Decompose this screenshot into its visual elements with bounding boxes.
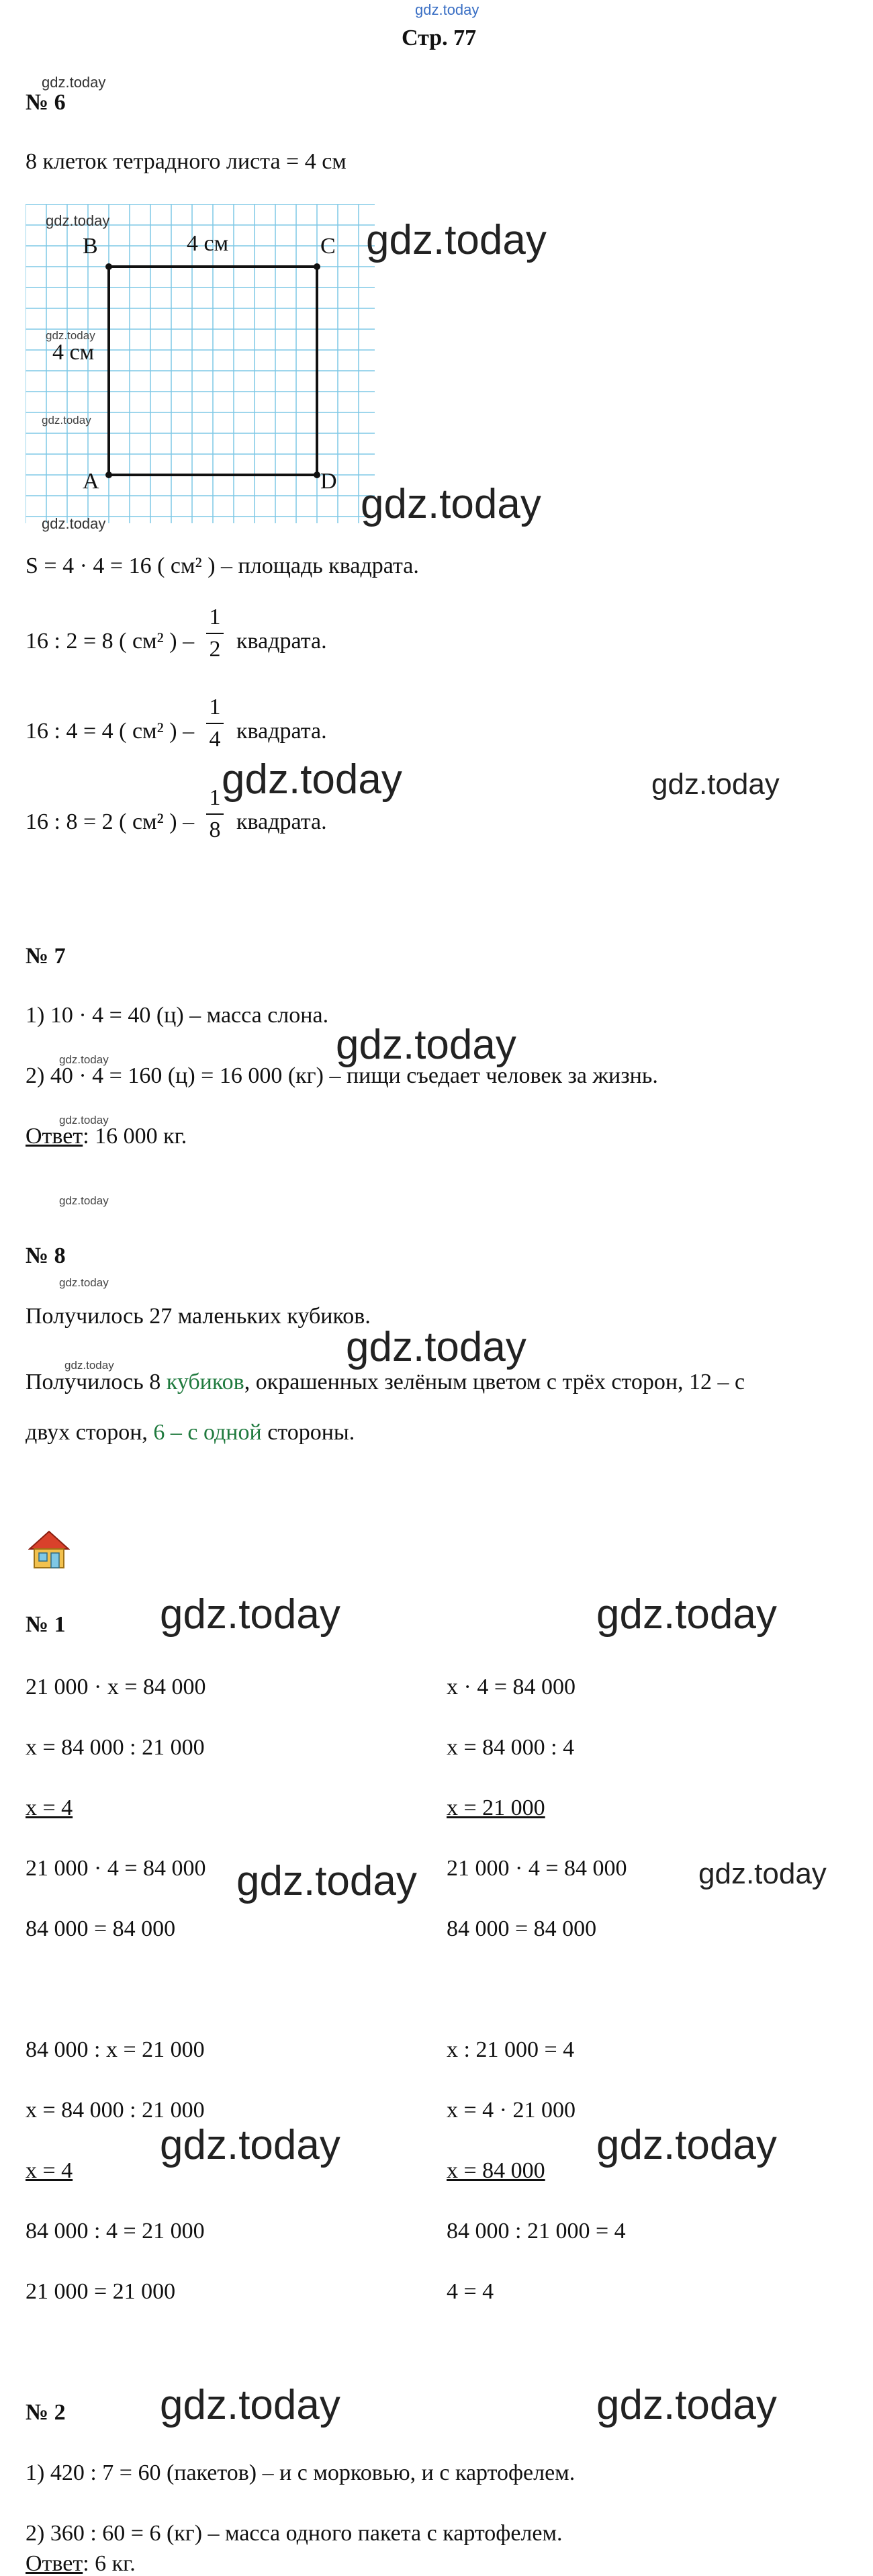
- task8-line2: Получилось 8 кубиков, окрашенных зелёным цветом с трёх сторон, 12 – с: [26, 1370, 745, 1394]
- watermark: gdz.today: [698, 1857, 827, 1890]
- task6-quarter-left: 16 : 4 = 4 ( см² ) –: [26, 719, 195, 744]
- watermark: gdz.today: [59, 1194, 109, 1207]
- watermark: gdz.today: [236, 1858, 417, 1904]
- watermark: gdz.today: [59, 1114, 109, 1126]
- watermark: gdz.today: [42, 515, 106, 532]
- answer-label: Ответ: [26, 2551, 83, 2576]
- watermark: gdz.today: [160, 1591, 340, 1638]
- task6-half-right: квадрата.: [236, 629, 327, 654]
- watermark: gdz.today: [42, 414, 91, 427]
- watermark: gdz.today: [160, 2382, 340, 2428]
- task6-line1: 8 клеток тетрадного листа = 4 см: [26, 149, 347, 174]
- vertex-d: [314, 472, 320, 478]
- watermark: gdz.today: [596, 2382, 777, 2428]
- label-a: A: [83, 469, 99, 494]
- eq-right2-1: x : 21 000 = 4: [447, 2037, 575, 2062]
- site-watermark-top: gdz.today: [415, 1, 479, 18]
- task7-line1: 1) 10 · 4 = 40 (ц) – масса слона.: [26, 1003, 329, 1028]
- task8-number: № 8: [26, 1243, 66, 1268]
- eq-left2-2: x = 84 000 : 21 000: [26, 2098, 205, 2123]
- task7-answer: [26, 1125, 187, 1148]
- task6-eighth-left: 16 : 8 = 2 ( см² ) –: [26, 809, 195, 834]
- page-title: Стр. 77: [402, 26, 477, 50]
- fraction-quarter: 1 4: [206, 696, 224, 751]
- home-task2-line2: 2) 360 : 60 = 6 (кг) – масса одного пакета с картофелем.: [26, 2521, 563, 2546]
- task8-line3: двух сторон, 6 – с одной стороны.: [26, 1420, 355, 1445]
- watermark: gdz.today: [42, 74, 106, 91]
- watermark: gdz.today: [46, 329, 95, 342]
- watermark: gdz.today: [346, 1324, 526, 1370]
- house-icon: [28, 1530, 70, 1569]
- answer-value: : 6 кг.: [83, 2551, 136, 2576]
- eq-right2-2: x = 4 · 21 000: [447, 2098, 576, 2123]
- watermark: gdz.today: [596, 2122, 777, 2168]
- task6-quarter-right: квадрата.: [236, 719, 327, 744]
- fraction-half: 1 2: [206, 606, 224, 661]
- watermark: gdz.today: [160, 2122, 340, 2168]
- label-top-side: 4 см: [187, 231, 229, 256]
- home-task2-answer: [26, 2552, 136, 2575]
- fraction-eighth: 1 8: [206, 787, 224, 842]
- label-b: B: [83, 234, 98, 259]
- eq-left-5: 84 000 = 84 000: [26, 1916, 176, 1941]
- watermark: gdz.today: [361, 481, 541, 527]
- task7-number: № 7: [26, 944, 66, 969]
- eq-right2-4: 84 000 : 21 000 = 4: [447, 2219, 626, 2244]
- eq-right-1: x · 4 = 84 000: [447, 1675, 576, 1699]
- task8-line1: Получилось 27 маленьких кубиков.: [26, 1304, 371, 1329]
- eq-left2-4: 84 000 : 4 = 21 000: [26, 2219, 205, 2244]
- eq-left-2: x = 84 000 : 21 000: [26, 1735, 205, 1760]
- home-task2-number: № 2: [26, 2400, 66, 2425]
- vertex-a: [105, 472, 112, 478]
- eq-right-4: 21 000 · 4 = 84 000: [447, 1856, 627, 1881]
- eq-left-1: 21 000 · x = 84 000: [26, 1675, 206, 1699]
- watermark: gdz.today: [222, 756, 402, 803]
- vertex-c: [314, 263, 320, 270]
- eq-left-3: x = 4: [26, 1795, 73, 1820]
- eq-right2-3: x = 84 000: [447, 2158, 545, 2183]
- label-d: D: [320, 469, 337, 494]
- eq-right2-5: 4 = 4: [447, 2279, 494, 2304]
- eq-left2-1: 84 000 : x = 21 000: [26, 2037, 205, 2062]
- vertex-b: [105, 263, 112, 270]
- answer-label: Ответ: [26, 1124, 83, 1149]
- eq-right-2: x = 84 000 : 4: [447, 1735, 575, 1760]
- watermark: gdz.today: [336, 1022, 516, 1068]
- watermark: gdz.today: [59, 1276, 109, 1289]
- task6-eighth-right: квадрата.: [236, 809, 327, 834]
- task6-number: № 6: [26, 90, 66, 115]
- eq-right-3: x = 21 000: [447, 1795, 545, 1820]
- label-c: C: [320, 234, 336, 259]
- watermark: gdz.today: [366, 217, 547, 263]
- label-left-side: 4 см: [52, 340, 95, 365]
- task6-area: S = 4 · 4 = 16 ( см² ) – площадь квадрата.: [26, 553, 419, 578]
- watermark: gdz.today: [651, 768, 780, 801]
- answer-value: : 16 000 кг.: [83, 1124, 187, 1149]
- eq-left2-5: 21 000 = 21 000: [26, 2279, 176, 2304]
- watermark: gdz.today: [596, 1591, 777, 1638]
- watermark: gdz.today: [64, 1359, 114, 1372]
- home-task2-line1: 1) 420 : 7 = 60 (пакетов) – и с морковью, и с картофелем.: [26, 2460, 576, 2485]
- task6-half-left: 16 : 2 = 8 ( см² ) –: [26, 629, 195, 654]
- task7-line2: 2) 40 · 4 = 160 (ц) = 16 000 (кг) – пищи съедает человек за жизнь.: [26, 1063, 658, 1088]
- watermark: gdz.today: [46, 212, 110, 229]
- home-task1-number: № 1: [26, 1612, 66, 1637]
- eq-left-4: 21 000 · 4 = 84 000: [26, 1856, 206, 1881]
- eq-left2-3: x = 4: [26, 2158, 73, 2183]
- watermark: gdz.today: [59, 1053, 109, 1066]
- eq-right-5: 84 000 = 84 000: [447, 1916, 597, 1941]
